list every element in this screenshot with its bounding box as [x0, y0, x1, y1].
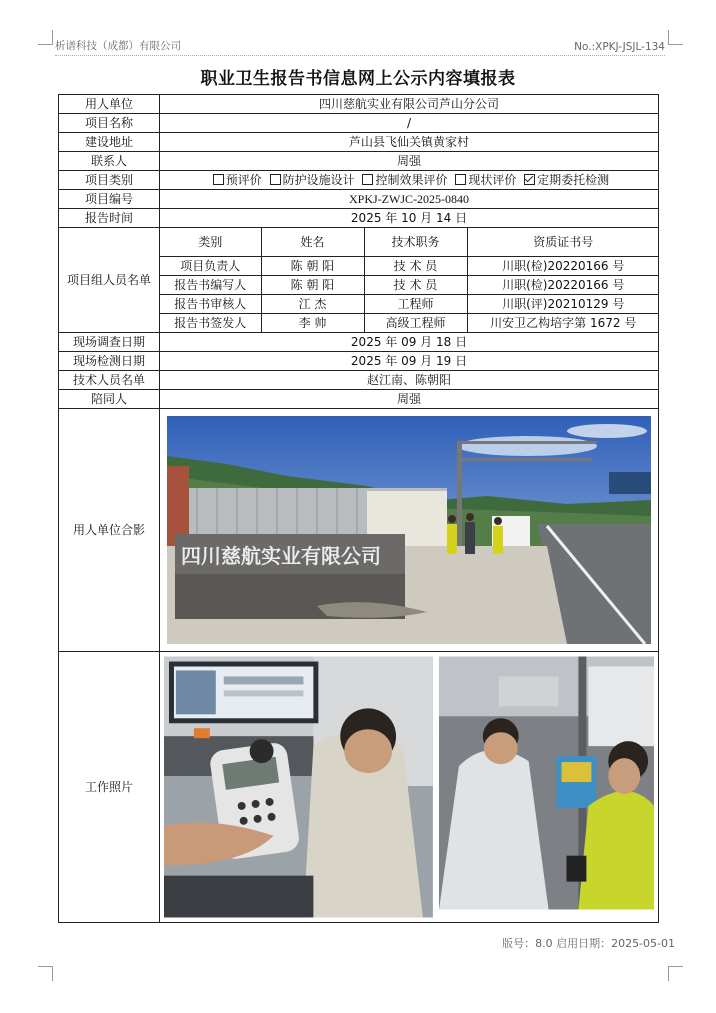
value-employer: 四川慈航实业有限公司芦山分公司 — [160, 95, 659, 114]
corner-mark-top-right — [668, 30, 683, 45]
team-header-role: 类别 — [160, 228, 261, 257]
sign-text: 四川慈航实业有限公司 — [181, 544, 381, 568]
label-group-photo: 用人单位合影 — [59, 409, 160, 652]
option-label: 定期委托检测 — [537, 172, 610, 187]
label-work-photos: 工作照片 — [59, 652, 160, 923]
header-doc-number: No.:XPKJ-JSJL-134 — [574, 41, 665, 53]
member-title: 技 术 员 — [364, 276, 467, 295]
checkbox-pre-evaluation[interactable] — [213, 174, 224, 185]
label-employer: 用人单位 — [59, 95, 160, 114]
label-companion: 陪同人 — [59, 390, 160, 409]
option-label: 预评价 — [225, 172, 262, 187]
value-project-no: XPKJ-ZWJC-2025-0840 — [160, 190, 659, 209]
header-company: 析谱科技（成都）有限公司 — [55, 40, 181, 52]
page-footer: 版号：8.0 启用日期：2025-05-01 — [502, 937, 675, 950]
table-row — [160, 257, 659, 276]
value-project-type — [160, 171, 659, 190]
member-cert: 川安卫乙构培字第 1672 号 — [467, 314, 659, 333]
checkbox-protection-design[interactable] — [270, 174, 281, 185]
table-row — [160, 295, 659, 314]
row-test-date — [59, 352, 659, 371]
member-title: 高级工程师 — [364, 314, 467, 333]
label-project-name: 项目名称 — [59, 114, 160, 133]
member-role: 报告书签发人 — [160, 314, 261, 333]
member-title: 技 术 员 — [364, 257, 467, 276]
row-contact — [59, 152, 659, 171]
member-name: 陈 朝 阳 — [261, 257, 364, 276]
report-form-table — [58, 94, 659, 923]
work-photo-left — [164, 656, 433, 918]
label-address: 建设地址 — [59, 133, 160, 152]
team-table — [160, 228, 659, 332]
row-report-date — [59, 209, 659, 228]
row-project-no — [59, 190, 659, 209]
row-group-photo — [59, 409, 659, 652]
label-project-no: 项目编号 — [59, 190, 160, 209]
checkbox-control-effect[interactable] — [362, 174, 373, 185]
corner-mark-bottom-right — [668, 966, 683, 981]
table-row — [160, 314, 659, 333]
member-name: 陈 朝 阳 — [261, 276, 364, 295]
member-cert: 川职(检)20220166 号 — [467, 276, 659, 295]
label-test-date: 现场检测日期 — [59, 352, 160, 371]
team-header-title: 技术职务 — [364, 228, 467, 257]
member-role: 报告书审核人 — [160, 295, 261, 314]
row-employer — [59, 95, 659, 114]
work-photos-cell — [160, 652, 659, 923]
option-label: 控制效果评价 — [375, 172, 448, 187]
value-contact: 周强 — [160, 152, 659, 171]
value-technicians: 赵江南、陈朝阳 — [160, 371, 659, 390]
member-role: 项目负责人 — [160, 257, 261, 276]
team-header-cert: 资质证书号 — [467, 228, 659, 257]
label-report-date: 报告时间 — [59, 209, 160, 228]
row-companion — [59, 390, 659, 409]
label-technicians: 技术人员名单 — [59, 371, 160, 390]
row-project-type — [59, 171, 659, 190]
checkbox-status-evaluation[interactable] — [455, 174, 466, 185]
row-survey-date — [59, 333, 659, 352]
checkbox-periodic-test[interactable] — [524, 174, 535, 185]
group-photo-cell — [160, 409, 659, 652]
group-photo — [167, 416, 651, 644]
label-contact: 联系人 — [59, 152, 160, 171]
value-companion: 周强 — [160, 390, 659, 409]
team-table-cell — [160, 228, 659, 333]
row-team — [59, 228, 659, 333]
label-survey-date: 现场调查日期 — [59, 333, 160, 352]
value-report-date: 2025 年 10 月 14 日 — [160, 209, 659, 228]
member-name: 李 帅 — [261, 314, 364, 333]
label-project-type: 项目类别 — [59, 171, 160, 190]
option-label: 现状评价 — [468, 172, 517, 187]
work-photo-right — [439, 656, 654, 910]
work-photos-row — [160, 654, 658, 920]
member-role: 报告书编写人 — [160, 276, 261, 295]
row-technicians — [59, 371, 659, 390]
row-work-photos — [59, 652, 659, 923]
value-survey-date: 2025 年 09 月 18 日 — [160, 333, 659, 352]
row-project-name — [59, 114, 659, 133]
corner-mark-bottom-left — [38, 966, 53, 981]
corner-mark-top-left — [38, 30, 53, 45]
value-address: 芦山县飞仙关镇黄家村 — [160, 133, 659, 152]
team-header-name: 姓名 — [261, 228, 364, 257]
row-address — [59, 133, 659, 152]
page-header — [55, 38, 665, 56]
value-project-name: / — [160, 114, 659, 133]
option-label: 防护设施设计 — [282, 172, 355, 187]
member-title: 工程师 — [364, 295, 467, 314]
value-test-date: 2025 年 09 月 19 日 — [160, 352, 659, 371]
table-row — [160, 276, 659, 295]
member-name: 江 杰 — [261, 295, 364, 314]
label-team: 项目组人员名单 — [59, 228, 160, 333]
team-header-row — [160, 228, 659, 257]
member-cert: 川职(评)20210129 号 — [467, 295, 659, 314]
page-title: 职业卫生报告书信息网上公示内容填报表 — [200, 69, 516, 89]
member-cert: 川职(检)20220166 号 — [467, 257, 659, 276]
